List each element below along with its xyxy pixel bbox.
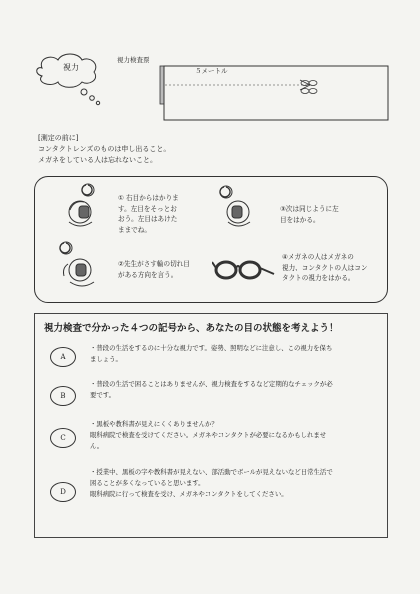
- instruction-4: ④メガネの人はメガネの 視力、コンタクトの人はコン タクトの視力をはかる。: [282, 253, 368, 282]
- before-heading: [測定の前に]: [38, 134, 79, 142]
- grade-b-text: ・普段の生活で困ることはありませんが、視力検査をするなど定期的なチェックが必 要です。: [90, 380, 333, 399]
- grade-a-badge: A: [50, 347, 76, 367]
- chart-label: 視力検査票: [117, 56, 150, 64]
- glasses-illustration: [212, 252, 280, 286]
- instruction-1: ① 右目からはかりま す。左目をそっとお おう。左目はあけた ままでね。: [118, 194, 179, 234]
- thought-cloud: [30, 50, 110, 110]
- eye-chart-room-diagram: [150, 60, 390, 130]
- grade-d-badge: D: [50, 482, 76, 502]
- results-title: 視力検査で分かった４つの記号から、あなたの目の状態を考えよう！: [44, 323, 339, 334]
- distance-label: ５メートル: [195, 67, 228, 75]
- grade-d-text: ・授業中、黒板の字や教科書が見えない、部活動でボールが見えないなど日常生活で 困ることが多くなっていると思います。 眼科病院に行って検査を受け、メガネやコンタクトをしてください。: [90, 468, 333, 498]
- grade-c-text: ・黒板や教科書が見えにくくありませんか？ 眼科病院で検査を受けてください。メガネやコンタクトが必要になるかもしれませ ん。: [90, 420, 327, 450]
- instruction-2: ②先生がさす輪の切れ目 がある方向を言う。: [118, 260, 190, 279]
- child-answering-direction-illustration: [52, 240, 107, 292]
- before-line-2: メガネをしている人は忘れないこと。: [38, 156, 157, 164]
- grade-b-badge: B: [50, 386, 76, 406]
- child-covering-right-eye-illustration: [208, 184, 258, 230]
- before-line-1: コンタクトレンズのものは申し出ること。: [38, 145, 171, 153]
- child-covering-left-eye-illustration: [60, 182, 110, 230]
- grade-c-badge: C: [50, 428, 76, 448]
- grade-a-text: ・普段の生活をするのに十分な視力です。姿勢、照明などに注意し、この視力を保ち ましょう。: [90, 344, 333, 363]
- cloud-label: 視力: [63, 63, 79, 72]
- instruction-3: ③次は同じように左 目をはかる。: [280, 205, 339, 224]
